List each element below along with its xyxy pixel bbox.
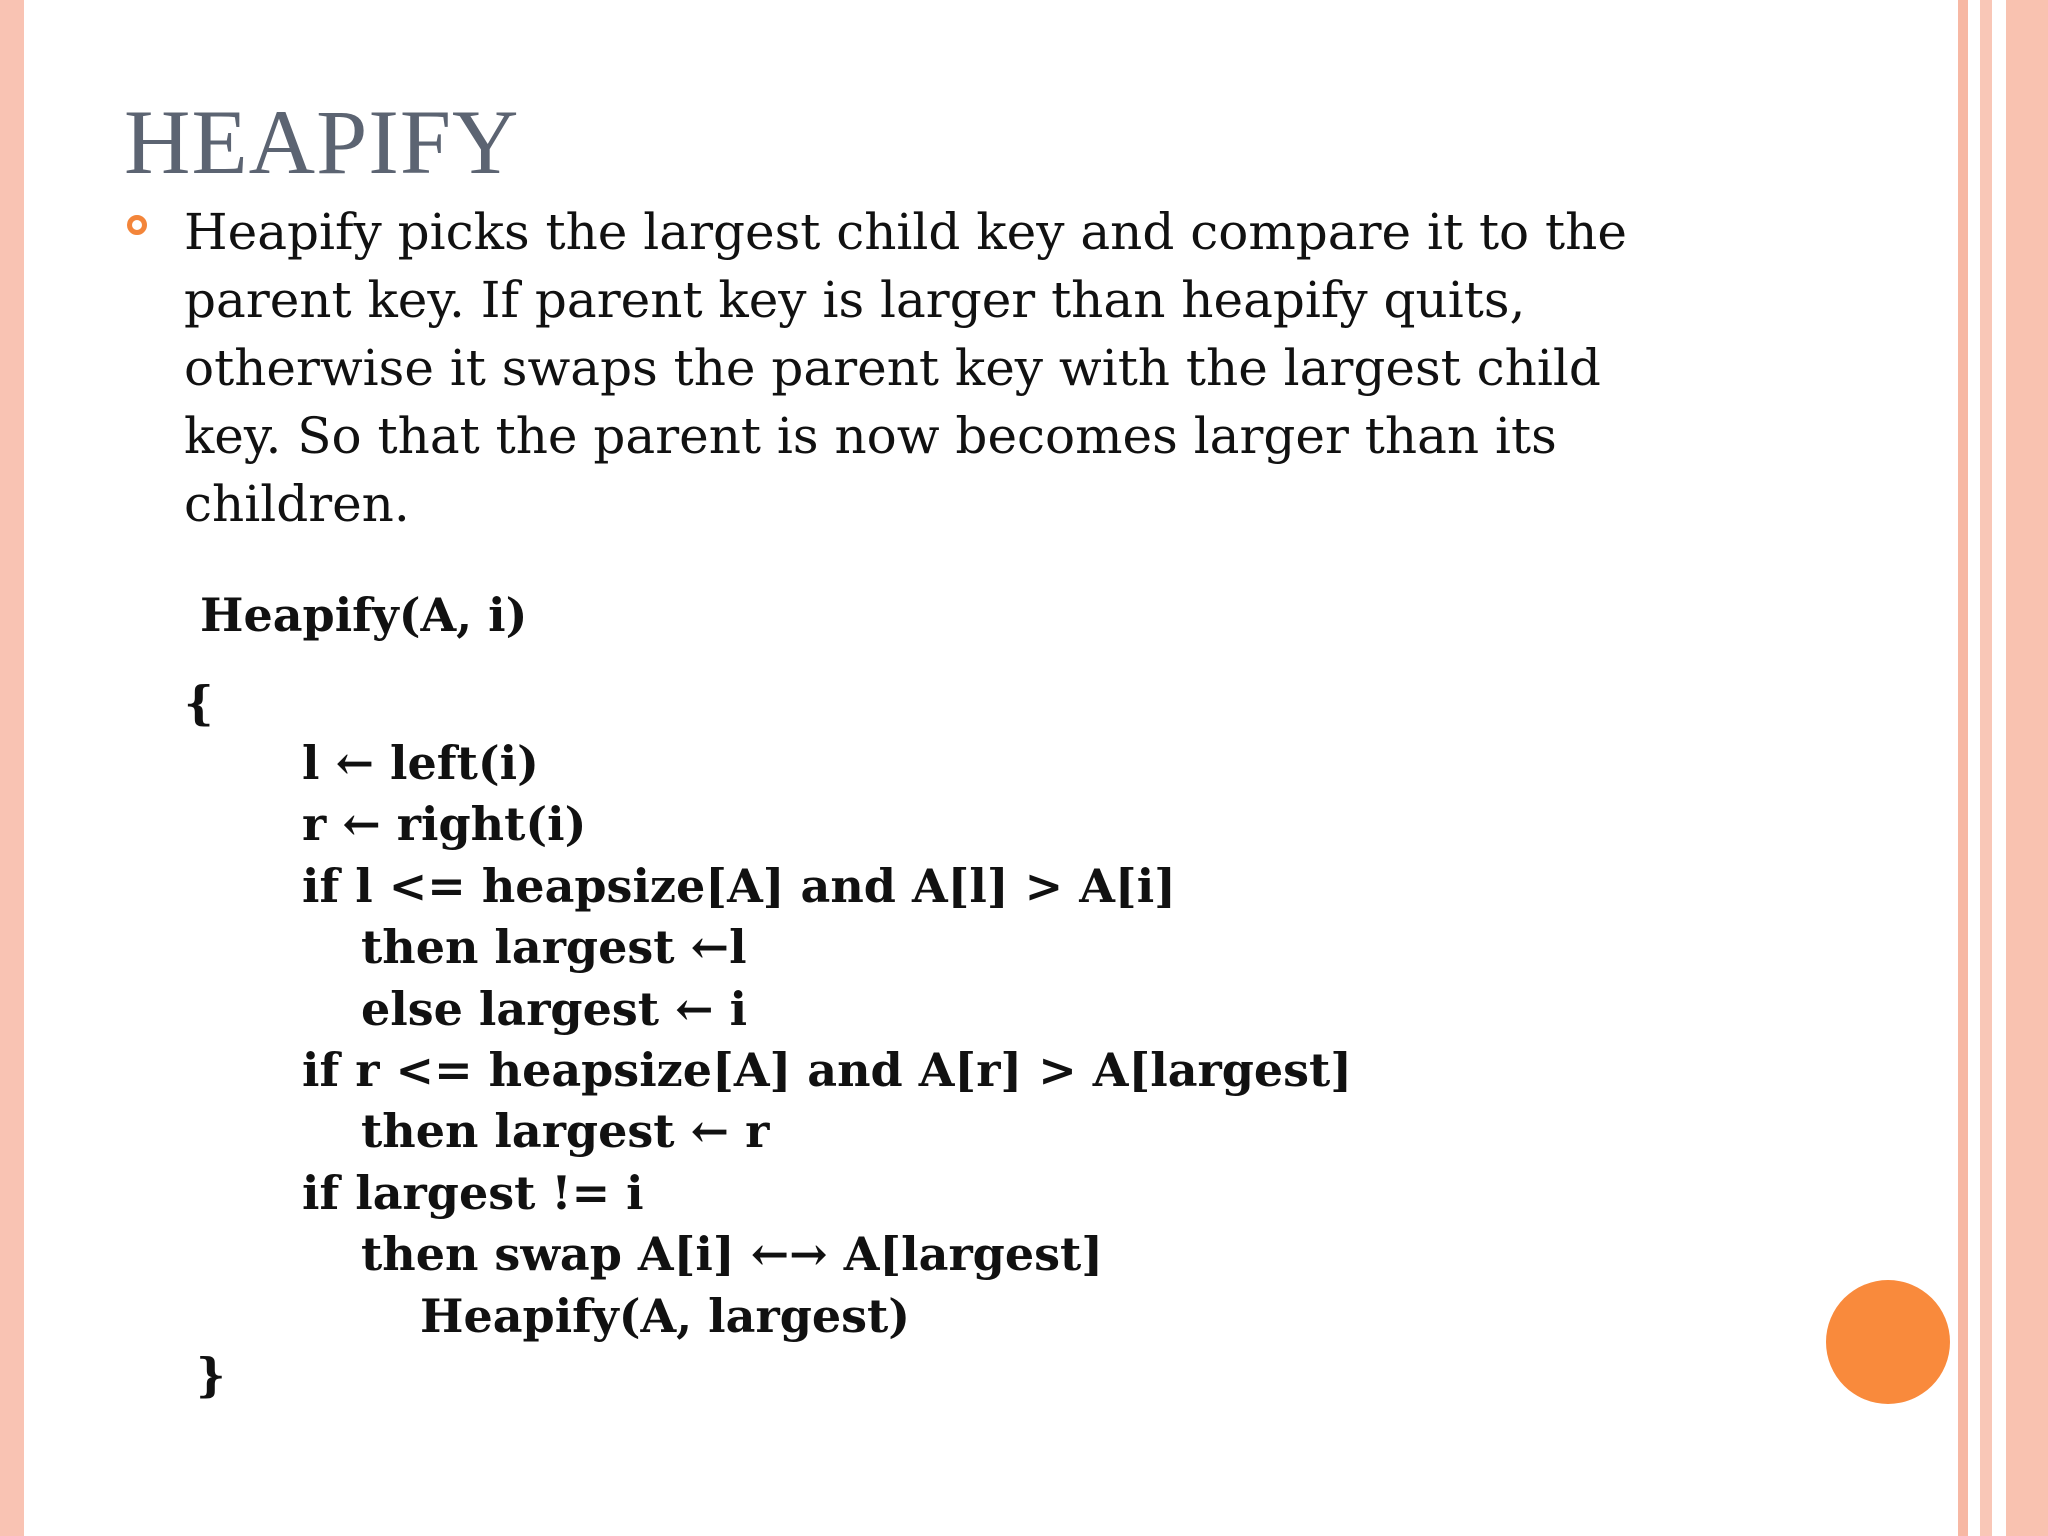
code-line: if largest != i [302, 1166, 644, 1220]
code-line: if l <= heapsize[A] and A[l] > A[i] [302, 859, 1176, 913]
bullet-line: key. So that the parent is now becomes larger than its [184, 407, 1557, 465]
code-line: } [196, 1348, 226, 1402]
bullet-line: children. [184, 475, 410, 533]
decorative-circle [1826, 1280, 1950, 1404]
code-line: l ← left(i) [302, 736, 539, 790]
code-line: then largest ← r [361, 1104, 770, 1158]
code-line: else largest ← i [361, 982, 748, 1036]
right-border-stripe [1980, 0, 1992, 1536]
right-border-stripe [1958, 0, 1968, 1536]
code-line: { [184, 676, 214, 730]
code-line: then largest ←l [361, 920, 747, 974]
code-line: Heapify(A, largest) [420, 1289, 911, 1343]
code-line: then swap A[i] ←→ A[largest] [361, 1227, 1104, 1281]
bullet-circle-icon [127, 215, 147, 235]
code-line: if r <= heapsize[A] and A[r] > A[largest] [302, 1043, 1353, 1097]
bullet-line: Heapify picks the largest child key and compare it to the [184, 203, 1627, 261]
bullet-line: parent key. If parent key is larger than heapify quits, [184, 271, 1526, 329]
bullet-line: otherwise it swaps the parent key with the largest child [184, 339, 1601, 397]
code-line: Heapify(A, i) [200, 588, 528, 642]
slide-title: HEAPIFY [124, 91, 520, 193]
bullet-paragraph [184, 198, 1744, 538]
code-line: r ← right(i) [302, 797, 587, 851]
right-border-stripe [2006, 0, 2048, 1536]
left-border-stripe [0, 0, 24, 1536]
